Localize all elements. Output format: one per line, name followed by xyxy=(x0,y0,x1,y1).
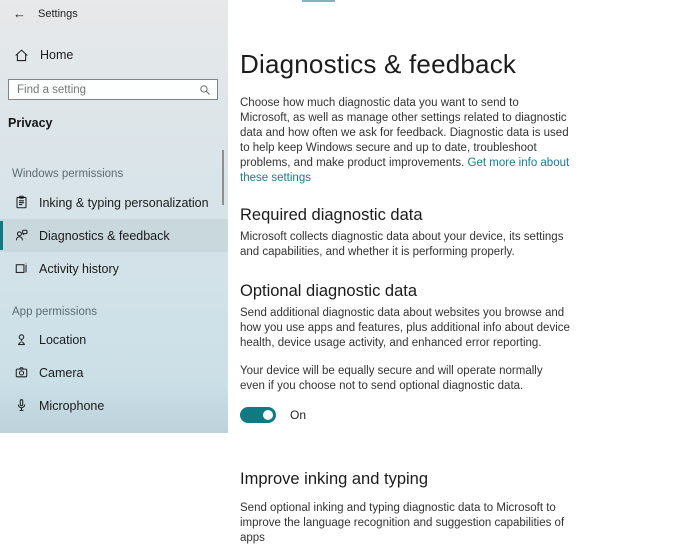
main-content xyxy=(228,0,700,544)
optional-diagnostic-toggle[interactable] xyxy=(240,407,276,423)
toggle-knob xyxy=(263,410,273,420)
intro-paragraph xyxy=(240,96,570,186)
sidebar-home-label: Home xyxy=(40,48,74,62)
sidebar-item-activity-history[interactable] xyxy=(0,252,228,285)
sidebar-item-label: Inking & typing personalization xyxy=(39,195,209,210)
sidebar-item-label: Activity history xyxy=(39,261,119,276)
required-heading: Required diagnostic data xyxy=(240,205,423,224)
sidebar-item-camera[interactable] xyxy=(0,356,228,389)
activity-history-icon xyxy=(13,261,29,277)
sidebar-nav-app-permissions xyxy=(0,323,228,422)
optional-toggle-row xyxy=(240,407,700,423)
inking-body: Send optional inking and typing diagnostic data to Microsoft to improve the language recognition and suggestion capabilities of apps xyxy=(240,501,565,544)
sidebar-scrollbar-thumb[interactable] xyxy=(222,150,224,205)
sidebar-item-label: Diagnostics & feedback xyxy=(39,228,170,243)
sidebar xyxy=(0,0,228,433)
sidebar-group-windows-permissions: Windows permissions xyxy=(12,168,124,180)
sidebar-item-microphone[interactable] xyxy=(0,389,228,422)
sidebar-group-app-permissions: App permissions xyxy=(12,306,98,318)
inking-heading: Improve inking and typing xyxy=(240,469,429,488)
microphone-icon xyxy=(13,398,29,414)
sidebar-item-label: Camera xyxy=(39,365,84,380)
optional-body-1: Send additional diagnostic data about websites you browse and how you use apps and features, plus additional info about device health, device usage activity, and enhanced error reporting. xyxy=(240,306,570,349)
window-top-accent-line xyxy=(302,0,335,2)
sidebar-item-label: Microphone xyxy=(39,398,105,413)
search-box[interactable] xyxy=(8,79,218,100)
camera-icon xyxy=(13,365,29,381)
sidebar-item-inking-typing[interactable] xyxy=(0,186,228,219)
clipboard-pen-icon xyxy=(13,195,29,211)
get-more-info-link[interactable]: Get more info about these settings xyxy=(240,156,570,184)
sidebar-item-diagnostics-feedback[interactable] xyxy=(0,219,228,252)
sidebar-item-location[interactable] xyxy=(0,323,228,356)
optional-heading: Optional diagnostic data xyxy=(240,281,418,300)
home-icon xyxy=(13,47,29,63)
required-body: Microsoft collects diagnostic data about your device, its settings and capabilities, and whether it is performing properly. xyxy=(240,230,564,258)
search-input[interactable] xyxy=(9,84,199,96)
feedback-person-icon xyxy=(13,228,29,244)
sidebar-item-label: Location xyxy=(39,332,87,347)
intro-text: Choose how much diagnostic data you want to send to Microsoft, as well as manage other settings related to diagnostic data and how often we ask for feedback. Diagnostic data is used to help keep Windows secure and up to date, troubleshoot problems, and make product improvements. xyxy=(240,96,569,169)
optional-body-2: Your device will be equally secure and will operate normally even if you choose not to send optional diagnostic data. xyxy=(240,364,543,392)
page-title: Diagnostics & feedback xyxy=(240,49,517,80)
toggle-state-label: On xyxy=(290,407,307,422)
sidebar-item-home[interactable] xyxy=(0,45,228,65)
location-pin-icon xyxy=(13,332,29,348)
sidebar-nav-windows-permissions xyxy=(0,186,228,285)
search-icon[interactable] xyxy=(199,84,211,96)
section-optional-diagnostic-data xyxy=(240,281,700,423)
section-improve-inking-typing xyxy=(240,469,700,546)
titlebar xyxy=(0,0,228,23)
app-title: Settings xyxy=(38,8,78,20)
section-required-diagnostic-data xyxy=(240,205,700,260)
back-arrow-icon[interactable]: ← xyxy=(13,6,26,21)
sidebar-current-page: Privacy xyxy=(8,116,53,130)
